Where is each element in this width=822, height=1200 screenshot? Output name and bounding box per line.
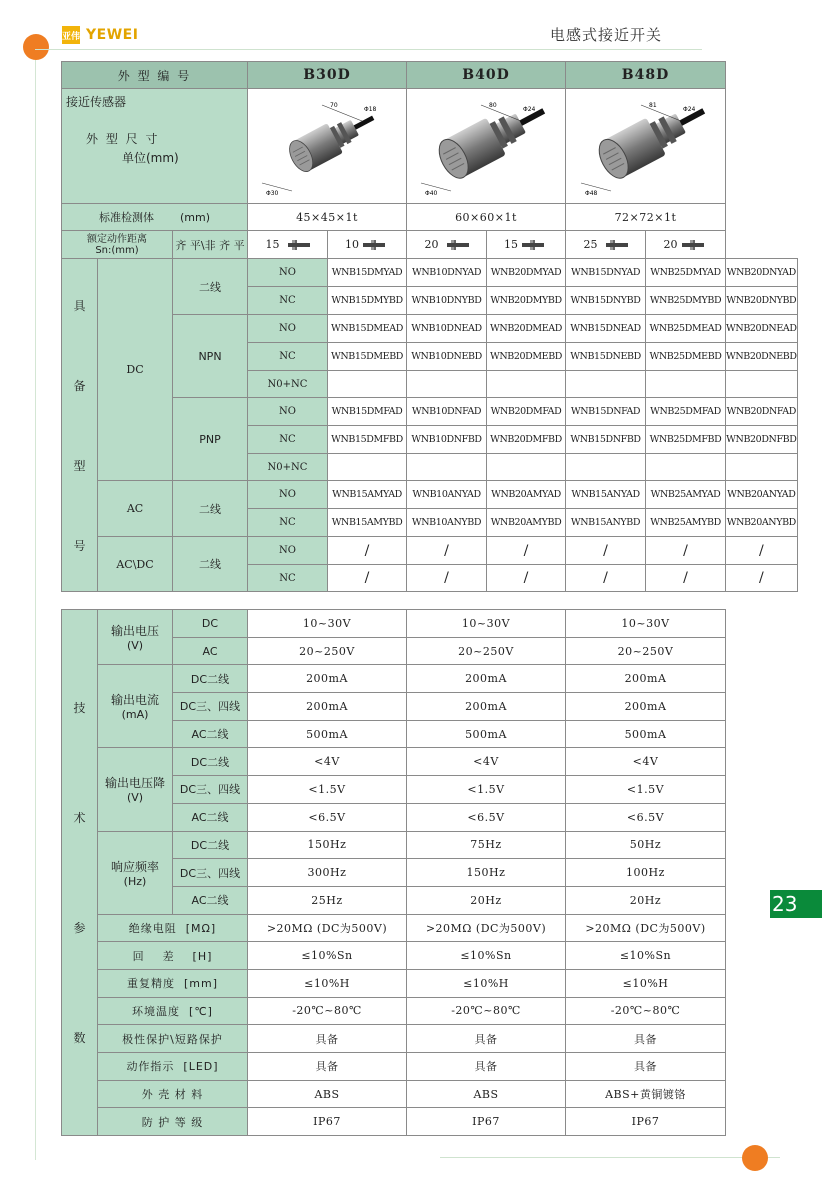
contact-label: NO — [248, 537, 328, 565]
page-number-tab: 23 — [770, 890, 822, 918]
table-row — [62, 969, 726, 997]
spec-value: 10~30V — [248, 610, 407, 638]
distance-number: 25 — [583, 238, 598, 251]
nonflush-mount-icon — [682, 240, 708, 250]
spec-value: ≤10%H — [566, 969, 726, 997]
spec-value: 10~30V — [407, 610, 566, 638]
contact-label: NO — [248, 315, 328, 343]
spec-value: -20℃~80℃ — [407, 997, 566, 1025]
table-row — [62, 914, 726, 942]
spec-sub-label: DC二线 — [173, 748, 248, 776]
sensor-drawing-icon — [411, 91, 561, 199]
tech-char: 参 — [73, 921, 86, 936]
spec-value: 具备 — [407, 1053, 566, 1081]
rated-distance-label — [62, 231, 173, 259]
model-column-header: B40D — [407, 62, 566, 89]
model-code: WNB15DNFAD — [566, 398, 646, 426]
spec-sub-label: AC — [173, 637, 248, 665]
model-code: WNB15ANYAD — [566, 481, 646, 509]
model-code: WNB20DNYBD — [726, 287, 798, 315]
spec-value: 300Hz — [248, 859, 407, 887]
size-label: 外 型 尺 寸 — [86, 132, 160, 146]
sensor-diagram — [566, 89, 726, 204]
model-code: WNB10DNEAD — [407, 315, 487, 343]
std-target-value: 72×72×1t — [566, 204, 726, 231]
spec-value: <6.5V — [566, 803, 726, 831]
spec-sub-label: DC三、四线 — [173, 693, 248, 721]
spec-sub-label: AC二线 — [173, 803, 248, 831]
contact-label: NC — [248, 509, 328, 537]
spec-value: <1.5V — [248, 776, 407, 804]
spec-value: ABS — [407, 1080, 566, 1108]
spec-value: 150Hz — [248, 831, 407, 859]
table-row — [62, 942, 726, 970]
model-code: WNB20AMYAD — [487, 481, 566, 509]
brand-name: YEWEI — [86, 27, 139, 43]
spec-value: ≤10%H — [248, 969, 407, 997]
model-code: WNB10ANYBD — [407, 509, 487, 537]
rated-distance-value — [646, 231, 726, 259]
spec-sub-label: DC三、四线 — [173, 859, 248, 887]
model-code: WNB15DMFAD — [328, 398, 407, 426]
model-code — [328, 454, 407, 481]
spec-label: 外 壳 材 料 — [98, 1080, 248, 1108]
model-code: WNB15DMFBD — [328, 426, 407, 454]
spec-sub-label: AC二线 — [173, 886, 248, 914]
available-char: 具 — [73, 298, 86, 313]
supply-label: AC\DC — [98, 537, 173, 592]
sensor-size-label — [62, 89, 248, 204]
nonflush-mount-icon — [363, 240, 389, 250]
spec-value: 具备 — [407, 1025, 566, 1053]
spec-value: 200mA — [566, 693, 726, 721]
model-code: WNB25AMYAD — [646, 481, 726, 509]
spec-value: 具备 — [566, 1053, 726, 1081]
spec-sub-label: DC — [173, 610, 248, 638]
model-code: WNB10DNYAD — [407, 259, 487, 287]
diagram-head-label: Φ30 — [266, 189, 279, 197]
spec-value: ≤10%Sn — [407, 942, 566, 970]
sensor-drawing-icon — [252, 91, 402, 199]
spec-group-unit: (Hz) — [123, 874, 147, 888]
spec-value: 500mA — [407, 720, 566, 748]
std-target-unit: (mm) — [179, 211, 210, 224]
table-row — [62, 1025, 726, 1053]
spec-value: <4V — [566, 748, 726, 776]
model-code: WNB15DMYAD — [328, 259, 407, 287]
rated-distance-unit: Sn:(mm) — [95, 244, 139, 256]
rated-distance-value — [248, 231, 328, 259]
spec-label: 绝缘电阻 [MΩ] — [98, 914, 248, 942]
tech-char: 数 — [73, 1031, 86, 1046]
model-code: WNB25DMFAD — [646, 398, 726, 426]
spec-value: -20℃~80℃ — [566, 997, 726, 1025]
footer-rule — [440, 1157, 780, 1158]
spec-value: <1.5V — [566, 776, 726, 804]
header-rule — [35, 49, 702, 50]
spec-value: 100Hz — [566, 859, 726, 887]
spec-group-label — [98, 610, 173, 665]
spec-value: 75Hz — [407, 831, 566, 859]
model-code: WNB15DNEAD — [566, 315, 646, 343]
spec-value: 20Hz — [566, 886, 726, 914]
diagram-diameter-label: Φ24 — [523, 105, 536, 113]
spec-label: 环境温度 [℃] — [98, 997, 248, 1025]
spec-group-label — [98, 665, 173, 748]
model-code: WNB15DMYBD — [328, 287, 407, 315]
spec-value: 20Hz — [407, 886, 566, 914]
spec-value: 200mA — [248, 665, 407, 693]
model-code: WNB10ANYAD — [407, 481, 487, 509]
not-available-mark: / — [328, 537, 407, 565]
model-table — [61, 61, 798, 592]
contact-label: NO — [248, 259, 328, 287]
not-available-mark: / — [407, 565, 487, 592]
model-code: WNB20DMEBD — [487, 343, 566, 371]
model-code: WNB20DMFBD — [487, 426, 566, 454]
spec-label: 动作指示 [LED] — [98, 1053, 248, 1081]
table-row — [62, 665, 726, 693]
tech-char: 技 — [73, 701, 86, 716]
spec-value: 200mA — [407, 665, 566, 693]
model-column-header: B30D — [248, 62, 407, 89]
std-target-text: 标准检测体 — [98, 211, 154, 224]
tech-params-label — [62, 610, 98, 1136]
table-row — [62, 610, 726, 638]
rated-distance-value — [487, 231, 566, 259]
spec-value: <4V — [248, 748, 407, 776]
tech-char: 术 — [73, 811, 86, 826]
model-code — [407, 371, 487, 398]
spec-group-text: 输出电压 — [110, 624, 159, 639]
logo-mark-icon: 亚伟 — [62, 26, 80, 44]
spec-value: <6.5V — [248, 803, 407, 831]
contact-label: N0+NC — [248, 371, 328, 398]
distance-number: 20 — [663, 238, 678, 251]
model-code: WNB20DNFBD — [726, 426, 798, 454]
spec-group-text: 输出电压降 — [104, 776, 165, 791]
model-code: WNB20DNFAD — [726, 398, 798, 426]
distance-number: 10 — [345, 238, 359, 251]
rated-distance-text: 额定动作距离 — [87, 233, 147, 245]
model-code — [726, 371, 798, 398]
rated-distance-value — [328, 231, 407, 259]
model-code: WNB20AMYBD — [487, 509, 566, 537]
model-code — [646, 454, 726, 481]
spec-value: 具备 — [566, 1025, 726, 1053]
not-available-mark: / — [566, 537, 646, 565]
table-row — [62, 231, 798, 259]
distance-number: 20 — [424, 238, 439, 251]
available-char: 号 — [73, 538, 86, 553]
model-code: WNB25DMYAD — [646, 259, 726, 287]
table-row — [62, 204, 798, 231]
output-type-label: 二线 — [173, 259, 248, 315]
available-models-label — [62, 259, 98, 592]
table-row — [62, 748, 726, 776]
nonflush-mount-icon — [522, 240, 548, 250]
model-code — [407, 454, 487, 481]
diagram-length-label: 70 — [330, 101, 338, 109]
model-code: WNB15DNYBD — [566, 287, 646, 315]
contact-label: NC — [248, 287, 328, 315]
table-row — [62, 62, 798, 89]
diagram-head-label: Φ40 — [425, 189, 438, 197]
spec-label: 回 差 [H] — [98, 942, 248, 970]
model-code: WNB10DNYBD — [407, 287, 487, 315]
sensor-diagram — [407, 89, 566, 204]
model-code: WNB20DMEAD — [487, 315, 566, 343]
available-char: 型 — [73, 458, 86, 473]
decor-circle-bottom — [742, 1145, 768, 1171]
table-row — [62, 315, 798, 343]
table-row — [62, 537, 798, 565]
model-code — [487, 371, 566, 398]
model-code: WNB15AMYBD — [328, 509, 407, 537]
page-header-title: 电感式接近开关 — [549, 26, 662, 44]
model-code: WNB15DNEBD — [566, 343, 646, 371]
not-available-mark: / — [407, 537, 487, 565]
not-available-mark: / — [487, 537, 566, 565]
contact-label: NO — [248, 481, 328, 509]
diagram-length-label: 80 — [489, 101, 497, 109]
spec-sub-label: DC二线 — [173, 831, 248, 859]
spec-value: 150Hz — [407, 859, 566, 887]
table-row — [62, 259, 798, 287]
flush-label: 齐 平\非 齐 平 — [173, 231, 248, 259]
spec-value: 500mA — [566, 720, 726, 748]
model-code: WNB20DNEAD — [726, 315, 798, 343]
spec-value: >20MΩ (DC为500V) — [248, 914, 407, 942]
output-type-label: NPN — [173, 315, 248, 398]
model-code — [487, 454, 566, 481]
spec-value: <4V — [407, 748, 566, 776]
model-code: WNB15ANYBD — [566, 509, 646, 537]
spec-value: ≤10%H — [407, 969, 566, 997]
output-type-label: 二线 — [173, 537, 248, 592]
flush-mount-icon — [602, 240, 628, 250]
contact-label: NO — [248, 398, 328, 426]
model-code: WNB25DMEAD — [646, 315, 726, 343]
model-code: WNB20ANYBD — [726, 509, 798, 537]
spec-sub-label: AC二线 — [173, 720, 248, 748]
model-header-label: 外 型 编 号 — [62, 62, 248, 89]
model-code: WNB10DNFAD — [407, 398, 487, 426]
spec-value: 具备 — [248, 1053, 407, 1081]
spec-value: <1.5V — [407, 776, 566, 804]
spec-value: >20MΩ (DC为500V) — [407, 914, 566, 942]
model-code: WNB25DMYBD — [646, 287, 726, 315]
model-code: WNB20DMYAD — [487, 259, 566, 287]
rated-distance-value — [566, 231, 646, 259]
std-target-value: 45×45×1t — [248, 204, 407, 231]
model-code — [726, 454, 798, 481]
model-code — [566, 371, 646, 398]
model-code: WNB15DNYAD — [566, 259, 646, 287]
supply-label: DC — [98, 259, 173, 481]
decor-circle-top — [23, 34, 49, 60]
spec-value: IP67 — [407, 1108, 566, 1136]
spec-value: 具备 — [248, 1025, 407, 1053]
contact-label: N0+NC — [248, 454, 328, 481]
spec-value: 10~30V — [566, 610, 726, 638]
table-row — [62, 398, 798, 426]
diagram-diameter-label: Φ18 — [364, 105, 377, 113]
model-code: WNB20DMYBD — [487, 287, 566, 315]
spec-table — [61, 609, 726, 1136]
model-code: WNB25DMEBD — [646, 343, 726, 371]
spec-value: <6.5V — [407, 803, 566, 831]
supply-label: AC — [98, 481, 173, 537]
spec-value: ≤10%Sn — [248, 942, 407, 970]
table-row — [62, 1108, 726, 1136]
model-code: WNB20DNEBD — [726, 343, 798, 371]
sensor-diagram — [248, 89, 407, 204]
size-unit: 单位(mm) — [122, 151, 179, 165]
spec-value: 200mA — [407, 693, 566, 721]
spec-value: -20℃~80℃ — [248, 997, 407, 1025]
spec-group-unit: (mA) — [121, 708, 149, 722]
not-available-mark: / — [566, 565, 646, 592]
model-code: WNB20DNYAD — [726, 259, 798, 287]
model-code: WNB15AMYAD — [328, 481, 407, 509]
table-row — [62, 997, 726, 1025]
std-target-value: 60×60×1t — [407, 204, 566, 231]
model-code — [328, 371, 407, 398]
model-code: WNB10DNFBD — [407, 426, 487, 454]
margin-rule — [35, 60, 36, 1160]
spec-sub-label: DC二线 — [173, 665, 248, 693]
table-row — [62, 831, 726, 859]
spec-group-text: 输出电流 — [110, 693, 159, 708]
contact-label: NC — [248, 565, 328, 592]
spec-value: IP67 — [248, 1108, 407, 1136]
model-code: WNB25DMFBD — [646, 426, 726, 454]
spec-label: 重复精度 [mm] — [98, 969, 248, 997]
brand-logo — [62, 26, 138, 44]
available-char: 备 — [73, 378, 86, 393]
spec-group-label — [98, 831, 173, 914]
spec-value: ABS — [248, 1080, 407, 1108]
diagram-length-label: 81 — [648, 101, 657, 109]
table-row — [62, 1053, 726, 1081]
model-column-header: B48D — [566, 62, 726, 89]
spec-label: 极性保护\短路保护 — [98, 1025, 248, 1053]
model-code — [646, 371, 726, 398]
spec-value: 200mA — [566, 665, 726, 693]
table-row — [62, 1080, 726, 1108]
spec-group-unit: (V) — [126, 639, 144, 653]
spec-value: 20~250V — [407, 637, 566, 665]
spec-value: 25Hz — [248, 886, 407, 914]
model-code: WNB15DMEBD — [328, 343, 407, 371]
output-type-label: 二线 — [173, 481, 248, 537]
not-available-mark: / — [646, 537, 726, 565]
spec-value: 20~250V — [248, 637, 407, 665]
output-type-label: PNP — [173, 398, 248, 481]
spec-group-label — [98, 748, 173, 831]
spec-value: ≤10%Sn — [566, 942, 726, 970]
model-code: WNB20DMFAD — [487, 398, 566, 426]
spec-sub-label: DC三、四线 — [173, 776, 248, 804]
diagram-head-label: Φ48 — [584, 189, 597, 197]
not-available-mark: / — [646, 565, 726, 592]
spec-value: 20~250V — [566, 637, 726, 665]
sensor-label: 接近传感器 — [66, 95, 127, 109]
diagram-diameter-label: Φ24 — [682, 105, 695, 113]
flush-mount-icon — [284, 240, 310, 250]
model-code: WNB15DNFBD — [566, 426, 646, 454]
table-row — [62, 481, 798, 509]
rated-distance-value — [407, 231, 487, 259]
spec-value: ABS+黄铜镀铬 — [566, 1080, 726, 1108]
model-code: WNB15DMEAD — [328, 315, 407, 343]
model-code — [566, 454, 646, 481]
table-row — [62, 89, 798, 204]
std-target-label — [62, 204, 248, 231]
not-available-mark: / — [487, 565, 566, 592]
spec-group-text: 响应频率 — [110, 859, 159, 874]
not-available-mark: / — [726, 537, 798, 565]
model-code: WNB10DNEBD — [407, 343, 487, 371]
spec-group-unit: (V) — [126, 791, 144, 805]
model-code: WNB25AMYBD — [646, 509, 726, 537]
spec-value: 500mA — [248, 720, 407, 748]
not-available-mark: / — [328, 565, 407, 592]
flush-mount-icon — [443, 240, 469, 250]
spec-value: IP67 — [566, 1108, 726, 1136]
sensor-drawing-icon — [571, 91, 721, 199]
distance-number: 15 — [504, 238, 518, 251]
contact-label: NC — [248, 343, 328, 371]
not-available-mark: / — [726, 565, 798, 592]
contact-label: NC — [248, 426, 328, 454]
spec-value: >20MΩ (DC为500V) — [566, 914, 726, 942]
spec-value: 50Hz — [566, 831, 726, 859]
distance-number: 15 — [265, 238, 280, 251]
model-code: WNB20ANYAD — [726, 481, 798, 509]
spec-value: 200mA — [248, 693, 407, 721]
spec-label: 防 护 等 级 — [98, 1108, 248, 1136]
